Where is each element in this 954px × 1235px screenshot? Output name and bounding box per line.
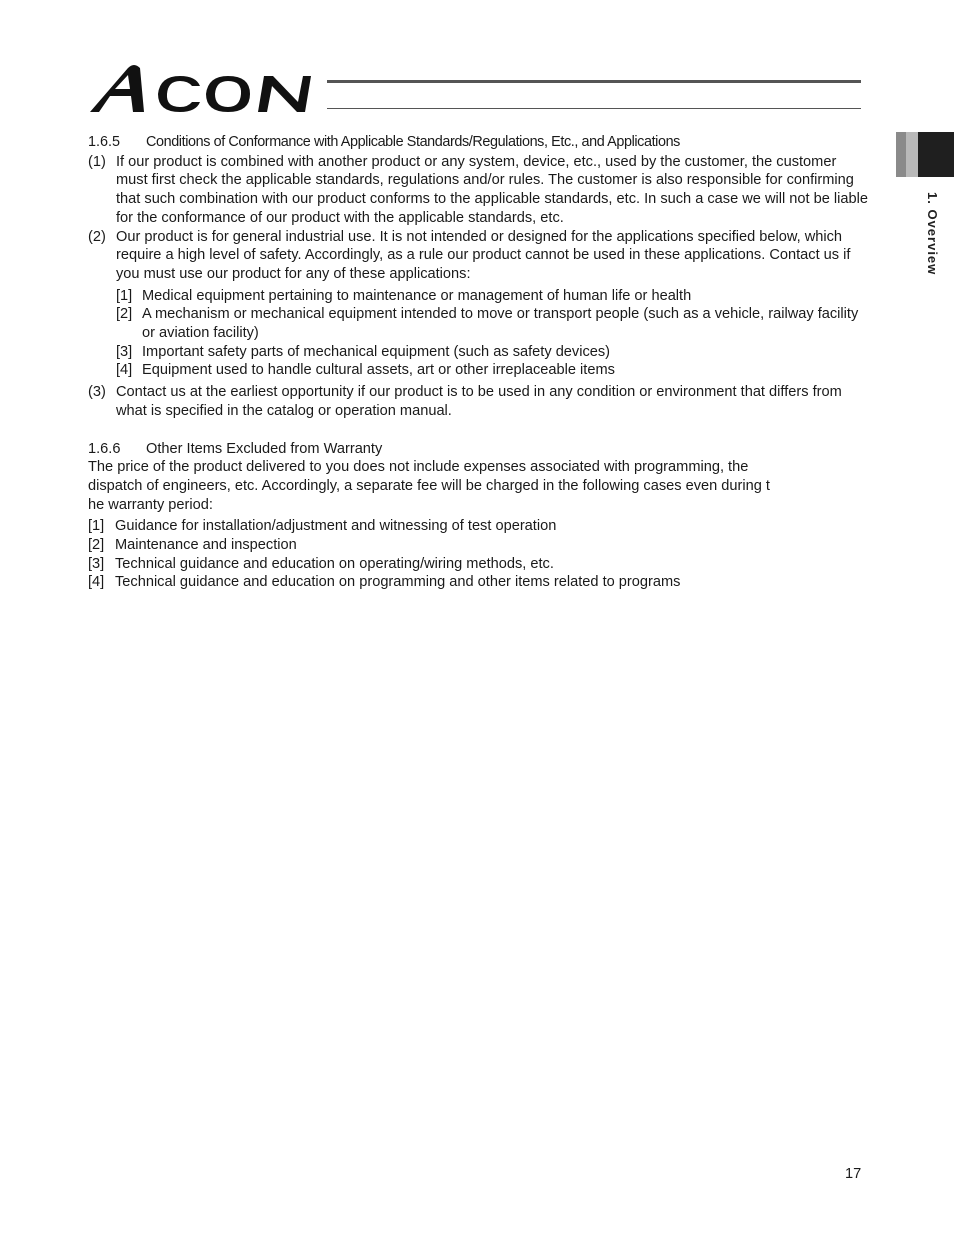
list-text: Technical guidance and education on operating/wiring methods, etc. bbox=[115, 555, 554, 572]
sublist-item bbox=[116, 305, 868, 342]
page-content bbox=[88, 133, 868, 592]
list-item bbox=[88, 536, 868, 555]
header-rule-thin bbox=[327, 108, 861, 109]
side-tab-stripe-light bbox=[906, 132, 918, 177]
list-item bbox=[88, 555, 868, 574]
sublist-item bbox=[116, 361, 868, 380]
warranty-paragraph bbox=[88, 458, 868, 514]
paragraph-line: he warranty period: bbox=[88, 496, 213, 513]
chapter-label: 1. Overview bbox=[925, 192, 940, 276]
section-title: Conditions of Conformance with Applicable Standards/Regulations, Etc., and Applications bbox=[146, 134, 680, 150]
sublist-text: Medical equipment pertaining to maintenance or management of human life or health bbox=[142, 287, 692, 304]
list-marker: (1) bbox=[88, 153, 106, 170]
section-title: Other Items Excluded from Warranty bbox=[146, 440, 383, 457]
section-heading-165 bbox=[88, 133, 868, 152]
list-text: Guidance for installation/adjustment and witnessing of test operation bbox=[115, 518, 557, 535]
list-item bbox=[88, 383, 868, 420]
section-heading-166 bbox=[88, 440, 868, 459]
list-item bbox=[88, 228, 868, 284]
paragraph-line: dispatch of engineers, etc. Accordingly, a separate fee will be charged in the following cases even during t bbox=[88, 477, 770, 494]
list-text: Maintenance and inspection bbox=[115, 537, 297, 554]
list-text: Contact us at the earliest opportunity if our product is to be used in any condition or environment that differs from what is specified in the catalog or operation manual. bbox=[116, 384, 842, 419]
side-tab-stripe-dark bbox=[896, 132, 906, 177]
list-marker: [2] bbox=[88, 537, 105, 554]
sublist-text: Equipment used to handle cultural assets, art or other irreplaceable items bbox=[142, 362, 615, 379]
excluded-items-list bbox=[88, 517, 868, 592]
sublist-marker: [1] bbox=[116, 287, 133, 304]
list-marker: (2) bbox=[88, 228, 106, 245]
list-text: Our product is for general industrial use. It is not intended or designed for the applications specified below, which require a high level of safety. Accordingly, as a rule our product cannot be used in these applications. Contact us if you must use our product for any of these applications: bbox=[116, 228, 851, 282]
side-tab-block bbox=[918, 132, 954, 177]
list-text: If our product is combined with another product or any system, device, etc., used by the customer, the customer must first check the applicable standards, regulations and/or rules. The customer is also responsible for confirming that such combination with our product conforms to the applicable standards, etc. In such a case we will not be liable for the conformance of our product with the applicable standards, etc. bbox=[116, 153, 868, 226]
sublist-text: A mechanism or mechanical equipment intended to move or transport people (such as a vehicle, railway facility or aviation facility) bbox=[142, 306, 859, 342]
list-marker: [1] bbox=[88, 518, 105, 535]
sublist-item bbox=[116, 343, 868, 362]
sublist-marker: [3] bbox=[116, 343, 133, 360]
sublist-marker: [4] bbox=[116, 362, 133, 379]
list-marker: [3] bbox=[88, 555, 105, 572]
list-item bbox=[88, 153, 868, 228]
list-item bbox=[88, 517, 868, 536]
paragraph-line: The price of the product delivered to you does not include expenses associated with programming, the bbox=[88, 459, 749, 476]
acon-logo bbox=[88, 62, 328, 114]
section-number: 1.6.5 bbox=[88, 134, 121, 150]
sublist-marker: [2] bbox=[116, 306, 133, 323]
list-item bbox=[88, 573, 868, 592]
list-text: Technical guidance and education on programming and other items related to programs bbox=[115, 574, 681, 591]
sublist bbox=[88, 287, 868, 381]
page-number: 17 bbox=[845, 1166, 862, 1182]
sublist-text: Important safety parts of mechanical equipment (such as safety devices) bbox=[142, 343, 611, 360]
header-rule-thick bbox=[327, 80, 861, 83]
list-marker: (3) bbox=[88, 384, 106, 401]
list-marker: [4] bbox=[88, 574, 105, 591]
sublist-item bbox=[116, 287, 868, 306]
section-number: 1.6.6 bbox=[88, 440, 121, 457]
